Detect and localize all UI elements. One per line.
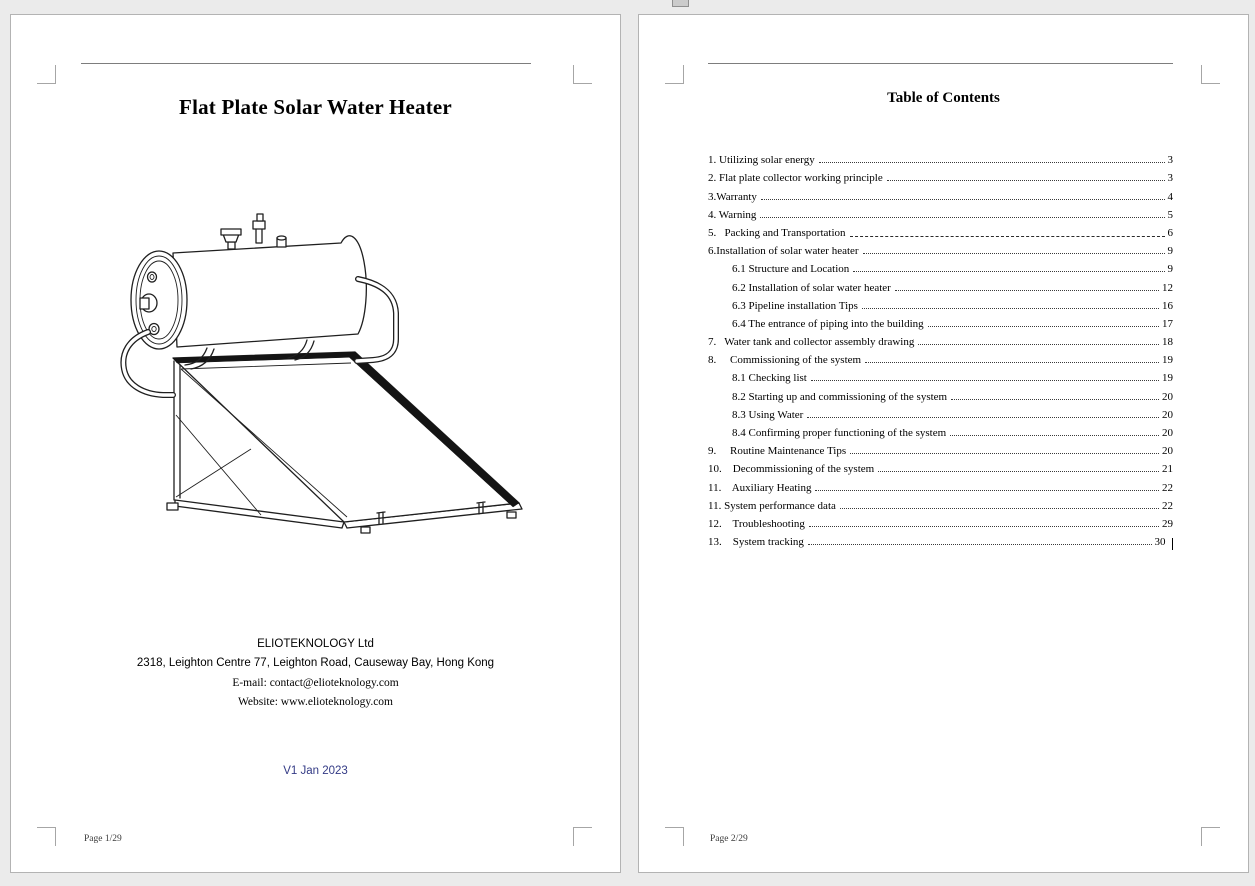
toc-entry[interactable] [708,530,1173,548]
toc-entry-label: 6.2 Installation of solar water heater [732,281,891,294]
toc-dot-leader [895,290,1159,291]
toc-entry-label: 6.1 Structure and Location [732,263,850,276]
toc-heading: Table of Contents [887,90,1000,106]
toc-page-number: 22 [1162,481,1173,494]
toc-entry-label: 7. Water tank and collector assembly drawing [708,336,915,349]
toc-dot-leader [887,180,1165,181]
toc-dot-leader [951,399,1159,400]
toc-entry[interactable] [708,348,1173,366]
toc-page-number: 29 [1162,517,1173,530]
toc-dot-leader [850,453,1159,454]
page-1[interactable] [10,14,621,873]
toc-entry[interactable] [708,384,1173,402]
company-email: E-mail: contact@elioteknology.com [232,676,399,689]
toc-dot-leader [853,271,1164,272]
company-name: ELIOTEKNOLOGY Ltd [257,638,374,650]
page-footer: Page 1/29 [84,834,122,844]
toc-page-number: 20 [1162,427,1173,439]
toc-entry[interactable] [708,148,1173,166]
margin-crop-mark [665,827,684,846]
toc-entry-label: 11. System performance data [708,499,836,512]
toc-page-number: 18 [1162,336,1173,349]
toc-entry[interactable] [708,439,1173,457]
toc-dot-leader [819,162,1165,163]
margin-crop-mark [37,65,56,84]
toc-entry[interactable] [708,366,1173,384]
toc-dot-leader [808,544,1152,545]
page-footer: Page 2/29 [710,834,748,844]
toc-entry[interactable] [708,330,1173,348]
toc-page-number: 21 [1162,463,1173,476]
toc-entry[interactable] [708,312,1173,330]
margin-crop-mark [1201,65,1220,84]
margin-crop-mark [573,827,592,846]
toc-page-number: 20 [1162,445,1173,458]
toc-entry-label: 6.Installation of solar water heater [708,245,859,258]
toc-page-number: 20 [1162,390,1173,403]
toc-entry[interactable] [708,203,1173,221]
toc-entry-label: 10. Decommissioning of the system [708,463,875,476]
toc-entry[interactable] [708,457,1173,475]
toc-entry[interactable] [708,166,1173,184]
toc-page-number: 9 [1167,245,1173,258]
toc-page-number: 22 [1162,499,1173,512]
toc-entry[interactable] [708,403,1173,421]
toc-entry[interactable] [708,221,1173,239]
company-address: 2318, Leighton Centre 77, Leighton Road, Causeway Bay, Hong Kong [136,657,495,670]
toc-dot-leader [863,253,1165,254]
toc-entry[interactable] [708,275,1173,293]
company-info-block [11,635,620,713]
toc-entry-label: 8.4 Confirming proper functioning of the system [732,427,947,439]
version-label: V1 Jan 2023 [283,765,348,777]
toc-entry-label: 8.3 Using Water [732,408,804,421]
toc-entry-label: 3.Warranty [708,190,757,203]
toc-page-number: 30 [1154,536,1166,549]
toc-dot-leader [815,490,1159,491]
solar-water-heater-drawing-icon [111,201,541,546]
toc-entry-label: 8. Commissioning of the system [708,354,862,367]
margin-crop-mark [37,827,56,846]
toc-entry[interactable] [708,494,1173,512]
toc-entry[interactable] [708,512,1173,530]
toc-entry-label: 2. Flat plate collector working principle [708,172,883,185]
toc-dot-leader [918,344,1159,345]
margin-crop-mark [573,65,592,84]
toc-dot-leader [760,217,1164,218]
clipped-page-widget [672,0,689,7]
toc-entry[interactable] [708,257,1173,275]
toc-dot-leader [809,526,1159,527]
toc-entry-label: 13. System tracking [708,536,804,549]
toc-dot-leader [811,380,1159,381]
toc-page-number: 20 [1162,408,1173,421]
toc-entry-label: 1. Utilizing solar energy [708,154,815,167]
toc-entry-label: 11. Auxiliary Heating [708,481,812,494]
header-rule [81,63,531,64]
page-2[interactable] [638,14,1249,873]
toc-dot-leader [928,326,1159,327]
toc-entry-label: 12. Troubleshooting [708,517,805,530]
toc-dot-leader [807,417,1159,418]
toc-dot-leader [878,471,1159,472]
toc-page-number: 9 [1167,263,1173,276]
toc-page-number: 3 [1167,154,1173,167]
toc-dot-leader [865,362,1159,363]
toc-entry-label: 4. Warning [708,208,757,221]
company-website: Website: www.elioteknology.com [237,696,394,709]
document-title: Flat Plate Solar Water Heater [179,95,452,119]
header-rule [708,63,1173,64]
toc-page-number: 5 [1167,208,1173,221]
text-cursor [1172,538,1174,550]
toc-dot-leader [950,435,1159,436]
toc-entry-label: 8.2 Starting up and commissioning of the system [732,390,948,403]
toc-page-number: 19 [1162,372,1173,385]
margin-crop-mark [665,65,684,84]
toc-page-number: 16 [1162,299,1173,312]
toc-entry-label: 8.1 Checking list [732,372,807,385]
toc-entry-label: 6.3 Pipeline installation Tips [732,299,858,312]
toc-page-number: 12 [1162,281,1173,294]
toc-dot-leader [761,199,1165,200]
toc-entry[interactable] [708,239,1173,257]
toc-entry-label: 6.4 The entrance of piping into the building [732,317,924,330]
toc-page-number: 3 [1167,172,1173,185]
toc-dot-leader [850,236,1165,237]
toc-entry[interactable] [708,294,1173,312]
toc-dot-leader [862,308,1159,309]
toc-dot-leader [840,508,1159,509]
toc-list [708,148,1173,548]
toc-entry-label: 9. Routine Maintenance Tips [708,445,847,458]
toc-entry-label: 5. Packing and Transportation [708,226,846,239]
toc-entry[interactable] [708,184,1173,202]
toc-page-number: 4 [1167,190,1173,203]
toc-entry[interactable] [708,475,1173,493]
toc-page-number: 17 [1162,317,1173,330]
toc-page-number: 6 [1167,226,1173,239]
margin-crop-mark [1201,827,1220,846]
toc-entry[interactable] [708,421,1173,439]
toc-page-number: 19 [1162,354,1173,367]
